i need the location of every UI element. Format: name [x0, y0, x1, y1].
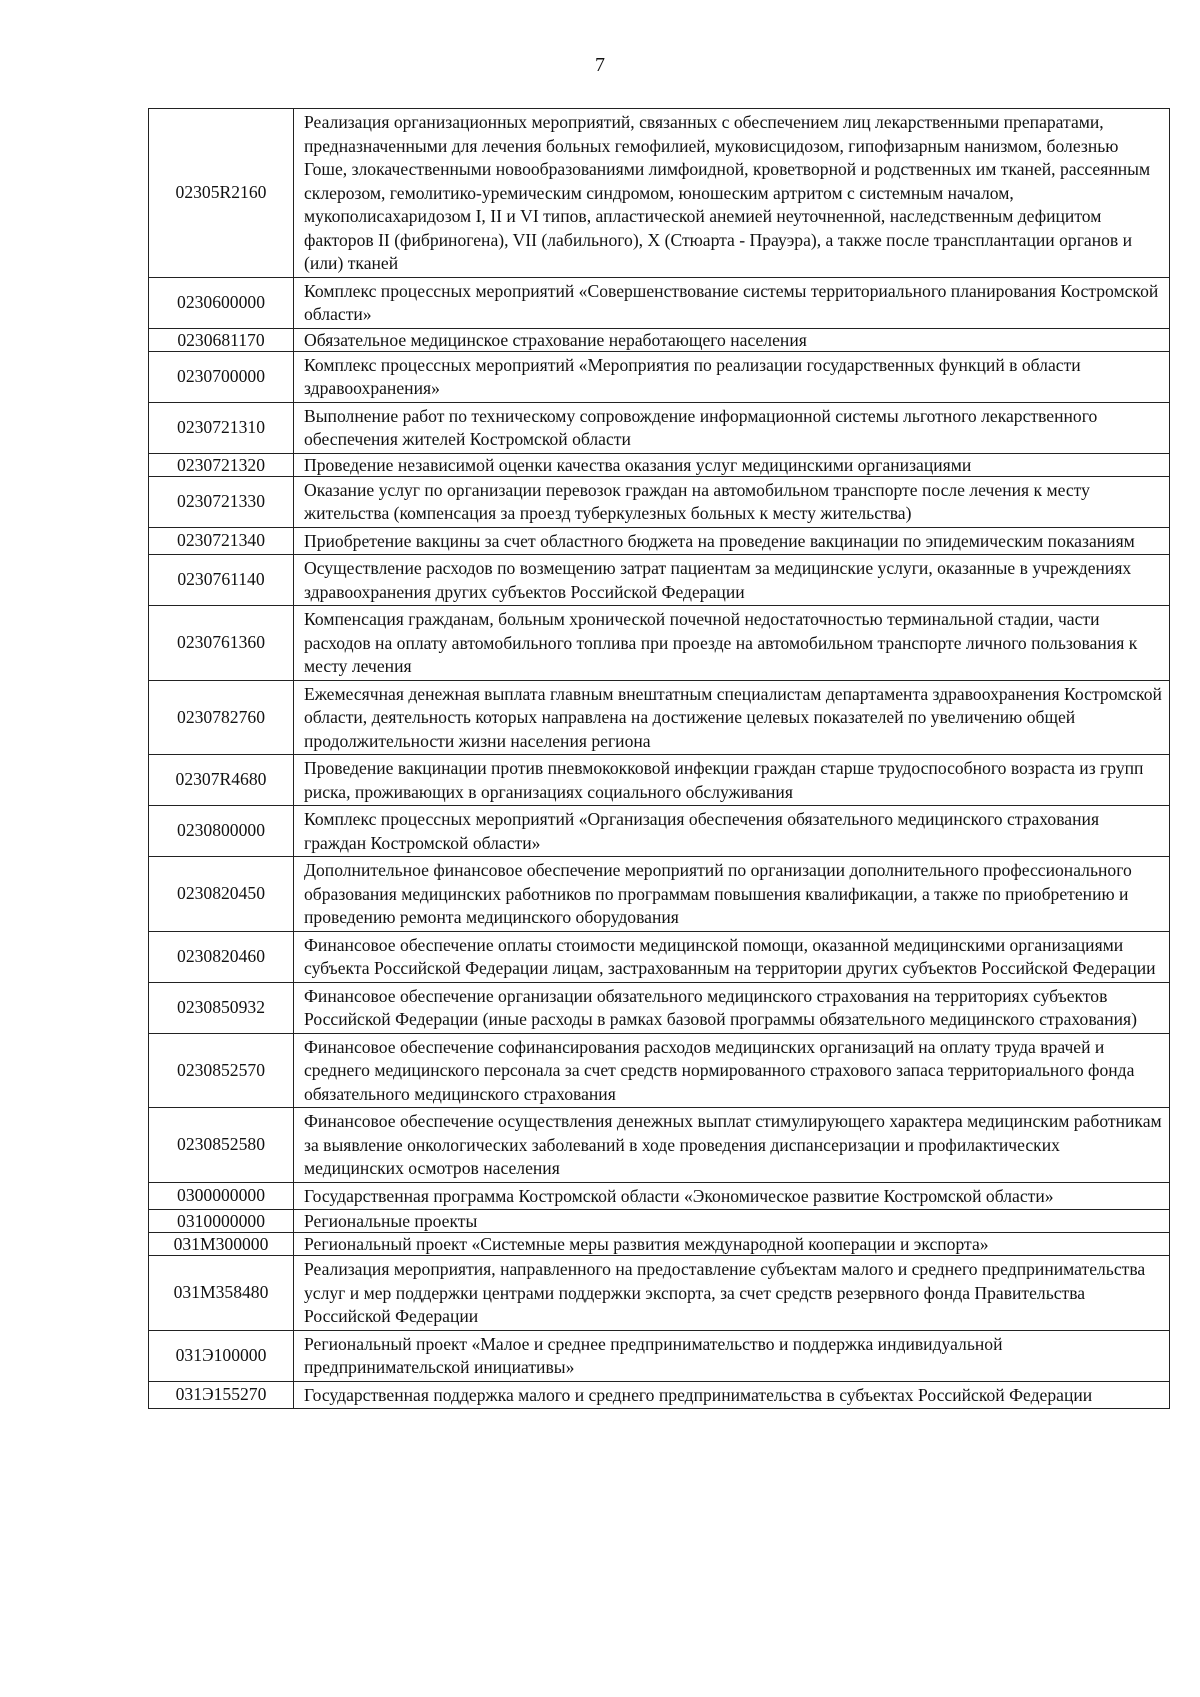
row-description: Финансовое обеспечение осуществления денежных выплат стимулирующего характера медицинским работникам за выявление онкологических заболеваний в ходе проведения диспансеризации и профилактических медицинских осмотров населения: [294, 1108, 1170, 1183]
row-code: 031Э155270: [149, 1381, 294, 1409]
row-code: 0230761140: [149, 555, 294, 606]
row-description: Финансовое обеспечение софинансирования расходов медицинских организаций на оплату труда врачей и среднего медицинского персонала за счет средств нормированного страхового запаса территориального фонда обязательного медицинского страхования: [294, 1033, 1170, 1108]
row-description: Региональный проект «Малое и среднее предпринимательство и поддержка индивидуальной предпринимательской инициативы»: [294, 1330, 1170, 1381]
table-row: [149, 806, 1170, 857]
row-code: 0300000000: [149, 1182, 294, 1210]
row-code: 0230721330: [149, 476, 294, 527]
row-code: 0230800000: [149, 806, 294, 857]
row-description: Приобретение вакцины за счет областного бюджета на проведение вакцинации по эпидемическим показаниям: [294, 527, 1170, 555]
row-code: 02307R4680: [149, 755, 294, 806]
table-row: [149, 1330, 1170, 1381]
row-description: Государственная программа Костромской области «Экономическое развитие Костромской области»: [294, 1182, 1170, 1210]
table-row: [149, 1182, 1170, 1210]
row-description: Проведение независимой оценки качества оказания услуг медицинскими организациями: [294, 453, 1170, 476]
row-description: Оказание услуг по организации перевозок граждан на автомобильном транспорте после лечения к месту жительства (компенсация за проезд туберкулезных больных к месту жительства): [294, 476, 1170, 527]
table-row: [149, 1108, 1170, 1183]
row-code: 0230721340: [149, 527, 294, 555]
row-description: Региональный проект «Системные меры развития международной кооперации и экспорта»: [294, 1233, 1170, 1256]
row-code: 031Э100000: [149, 1330, 294, 1381]
row-code: 031M300000: [149, 1233, 294, 1256]
row-code: 0230761360: [149, 606, 294, 681]
row-description: Компенсация гражданам, больным хронической почечной недостаточностью терминальной стадии, части расходов на оплату автомобильного топлива при проезде на автомобильном транспорте личного пользования к месту лечения: [294, 606, 1170, 681]
table-row: [149, 680, 1170, 755]
row-code: 0230820460: [149, 931, 294, 982]
row-code: 031M358480: [149, 1256, 294, 1331]
row-code: 02305R2160: [149, 109, 294, 278]
row-code: 0230681170: [149, 328, 294, 351]
row-description: Финансовое обеспечение оплаты стоимости медицинской помощи, оказанной медицинскими организациями субъекта Российской Федерации лицам, застрахованным на территории других субъектов Российской Федерации: [294, 931, 1170, 982]
table-row: [149, 453, 1170, 476]
row-description: Комплекс процессных мероприятий «Организация обеспечения обязательного медицинского страхования граждан Костромской области»: [294, 806, 1170, 857]
row-description: Комплекс процессных мероприятий «Совершенствование системы территориального планирования Костромской области»: [294, 277, 1170, 328]
table-row: [149, 1210, 1170, 1233]
budget-codes-table: [148, 108, 1170, 1409]
row-description: Комплекс процессных мероприятий «Мероприятия по реализации государственных функций в области здравоохранения»: [294, 351, 1170, 402]
row-code: 0230850932: [149, 982, 294, 1033]
row-description: Ежемесячная денежная выплата главным внештатным специалистам департамента здравоохранения Костромской области, деятельность которых направлена на достижение целевых показателей по увеличению общей продолжительности жизни населения региона: [294, 680, 1170, 755]
table-row: [149, 476, 1170, 527]
row-code: 0230852570: [149, 1033, 294, 1108]
table-row: [149, 982, 1170, 1033]
row-description: Дополнительное финансовое обеспечение мероприятий по организации дополнительного профессионального образования медицинских работников по программам повышения квалификации, а также по приобретению и проведению ремонта медицинского оборудования: [294, 857, 1170, 932]
row-description: Реализация организационных мероприятий, связанных с обеспечением лиц лекарственными препаратами, предназначенными для лечения больных гемофилией, муковисцидозом, гипофизарным нанизмом, болезнью Гоше, злокачественными новообразованиями лимфоидной, кроветворной и родственных им тканей, рассеянным склерозом, гемолитико-уремическим синдромом, юношеским артритом с системным началом, мукополисахаридозом I, II и VI типов, апластической анемией неуточненной, наследственным дефицитом факторов II (фибриногена), VII (лабильного), X (Стюарта - Прауэра), а также после трансплантации органов и (или) тканей: [294, 109, 1170, 278]
table-row: [149, 606, 1170, 681]
table-row: [149, 1033, 1170, 1108]
row-description: Проведение вакцинации против пневмококковой инфекции граждан старше трудоспособного возраста из групп риска, проживающих в организациях социального обслуживания: [294, 755, 1170, 806]
row-code: 0230721310: [149, 402, 294, 453]
page-number: 7: [595, 54, 605, 76]
table-row: [149, 351, 1170, 402]
table-row: [149, 277, 1170, 328]
table-row: [149, 755, 1170, 806]
row-description: Обязательное медицинское страхование неработающего населения: [294, 328, 1170, 351]
row-code: 0230852580: [149, 1108, 294, 1183]
table-row: [149, 931, 1170, 982]
row-description: Выполнение работ по техническому сопровождение информационной системы льготного лекарственного обеспечения жителей Костромской области: [294, 402, 1170, 453]
row-description: Государственная поддержка малого и среднего предпринимательства в субъектах Российской Федерации: [294, 1381, 1170, 1409]
table-row: [149, 402, 1170, 453]
row-description: Осуществление расходов по возмещению затрат пациентам за медицинские услуги, оказанные в учреждениях здравоохранения других субъектов Российской Федерации: [294, 555, 1170, 606]
row-description: Региональные проекты: [294, 1210, 1170, 1233]
table-row: [149, 555, 1170, 606]
row-description: Реализация мероприятия, направленного на предоставление субъектам малого и среднего предпринимательства услуг и мер поддержки центрами поддержки экспорта, за счет средств резервного фонда Правительства Российской Федерации: [294, 1256, 1170, 1331]
row-code: 0230700000: [149, 351, 294, 402]
row-code: 0230600000: [149, 277, 294, 328]
table-row: [149, 328, 1170, 351]
table-row: [149, 1256, 1170, 1331]
row-code: 0230820450: [149, 857, 294, 932]
row-code: 0230782760: [149, 680, 294, 755]
table-row: [149, 527, 1170, 555]
row-code: 0310000000: [149, 1210, 294, 1233]
table-row: [149, 1233, 1170, 1256]
table-row: [149, 109, 1170, 278]
table-row: [149, 857, 1170, 932]
row-code: 0230721320: [149, 453, 294, 476]
row-description: Финансовое обеспечение организации обязательного медицинского страхования на территориях субъектов Российской Федерации (иные расходы в рамках базовой программы обязательного медицинского страхования): [294, 982, 1170, 1033]
table-row: [149, 1381, 1170, 1409]
